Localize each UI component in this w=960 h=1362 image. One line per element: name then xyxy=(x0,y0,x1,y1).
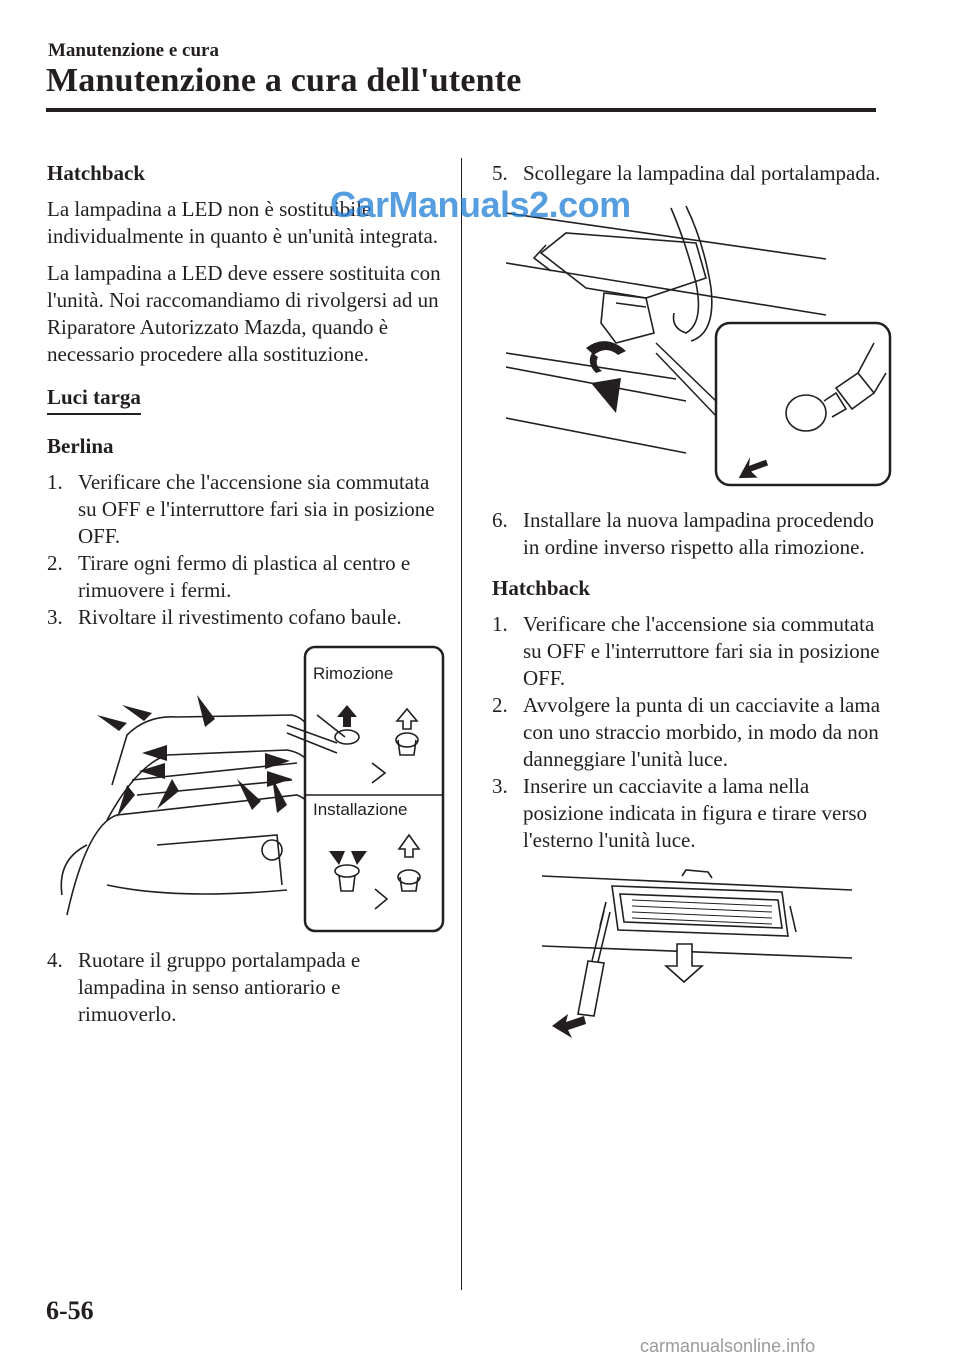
step-number: 1. xyxy=(47,470,63,494)
sedan-steps-continued xyxy=(47,947,442,1028)
hatchback-steps xyxy=(492,611,882,854)
step-text: Avvolgere la punta di un cacciavite a lama con uno straccio morbido, in modo da non danneggiare l'unità luce. xyxy=(523,693,881,771)
step-text: Ruotare il gruppo portalampada e lampadina in senso antiorario e rimuoverlo. xyxy=(78,948,361,1026)
step-text: Verificare che l'accensione sia commutata su OFF e l'interruttore fari sia in posizione OFF. xyxy=(523,612,880,690)
step-number: 5. xyxy=(492,161,508,185)
hatchback-paragraph-2: La lampadina a LED deve essere sostituita con l'unità. Noi raccomandiamo di rivolgersi ad un Riparatore Autorizzato Mazda, quando è necessario procedere alla sostituzione. xyxy=(47,261,441,366)
hatchback-heading-right: Hatchback xyxy=(492,576,591,600)
bulb-socket-figure xyxy=(506,203,882,493)
step-item xyxy=(47,469,442,550)
plate-lights-heading: Luci targa xyxy=(47,384,141,415)
step-text: Rivoltare il rivestimento cofano baule. xyxy=(78,605,402,629)
sedan-steps-right-continued xyxy=(492,507,882,561)
page-number: 6-56 xyxy=(46,1296,94,1325)
step-item xyxy=(492,160,882,187)
column-divider xyxy=(461,158,462,1290)
watermark-logo: CarManuals2.com xyxy=(330,184,631,225)
step-number: 2. xyxy=(47,551,63,575)
step-item xyxy=(492,692,882,773)
sedan-heading: Berlina xyxy=(47,434,114,458)
hatchback-paragraph-1: La lampadina a LED non è sostituibile individualmente in quanto è un'unità integrata. xyxy=(47,197,439,248)
step-number: 4. xyxy=(47,948,63,972)
step-number: 6. xyxy=(492,508,508,532)
step-item xyxy=(492,507,882,561)
hatchback-heading: Hatchback xyxy=(47,161,146,185)
section-label: Manutenzione e cura xyxy=(48,40,219,61)
step-number: 3. xyxy=(492,774,508,798)
step-item xyxy=(492,773,882,854)
step-number: 1. xyxy=(492,612,508,636)
removal-label: Rimozione xyxy=(313,664,394,683)
step-text: Installare la nuova lampadina procedendo in ordine inverso rispetto alla rimozione. xyxy=(523,508,875,559)
footer-site-logo: carmanualsonline.info xyxy=(640,1336,816,1356)
step-item xyxy=(47,604,442,631)
right-column xyxy=(492,160,882,1066)
step-number: 3. xyxy=(47,605,63,629)
step-item xyxy=(47,947,442,1028)
install-label: Installazione xyxy=(313,800,408,819)
left-column xyxy=(47,160,442,1038)
page-title: Manutenzione a cura dell'utente xyxy=(46,62,522,99)
screwdriver-figure xyxy=(542,866,882,1066)
sedan-steps-right xyxy=(492,160,882,187)
step-text: Tirare ogni fermo di plastica al centro e rimuovere i fermi. xyxy=(78,551,411,602)
step-text: Scollegare la lampadina dal portalampada. xyxy=(523,161,881,185)
step-text: Verificare che l'accensione sia commutata su OFF e l'interruttore fari sia in posizione OFF. xyxy=(78,470,435,548)
title-rule xyxy=(46,108,876,112)
sedan-steps xyxy=(47,469,442,631)
step-item xyxy=(492,611,882,692)
step-text: Inserire un cacciavite a lama nella posizione indicata in figura e tirare verso l'esterno l'unità luce. xyxy=(523,774,868,852)
step-item xyxy=(47,550,442,604)
step-number: 2. xyxy=(492,693,508,717)
trunk-trim-figure xyxy=(47,645,442,935)
